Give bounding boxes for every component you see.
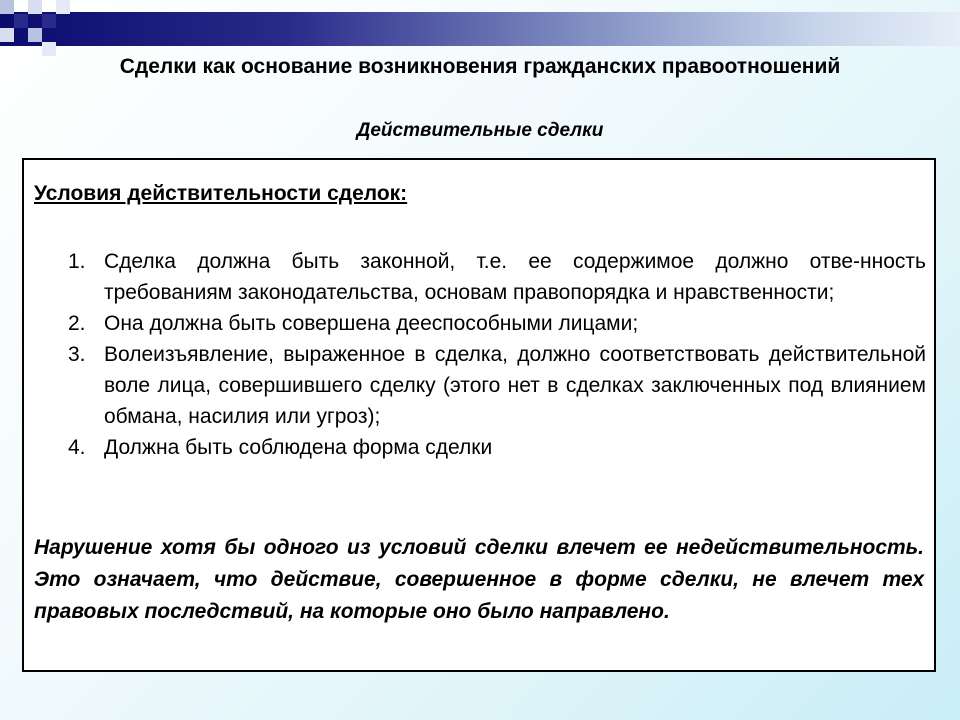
page-subtitle: Действительные сделки [356,120,604,141]
decor-square [28,0,42,14]
list-item-text: Волеизъявление, выраженное в сделка, должно соответствовать действительной воле лица, совершившего сделку (этого нет в сделках заключенных под влиянием обмана, насилия или угроз); [104,343,926,428]
list-number: 2. [68,312,86,335]
list-number: 4. [68,436,86,459]
decor-square [14,14,28,28]
conditions-heading: Условия действительности сделок: [34,182,408,205]
header-gradient-band [0,12,960,46]
list-item-text: Сделка должна быть законной, т.е. ее содержимое должно отве-нность требованиям законодательства, основам правопорядка и нравственности; [104,250,926,304]
decor-square [42,14,56,28]
list-item-text: Она должна быть совершена дееспособными лицами; [104,312,639,335]
conditions-list [68,246,926,463]
decor-square [28,28,42,42]
decor-square [42,42,56,56]
list-item [68,246,926,308]
decor-square [0,28,14,42]
list-number: 1. [68,250,86,273]
list-number: 3. [68,343,86,366]
list-item [68,308,926,339]
list-item [68,339,926,432]
decorative-squares [0,0,80,60]
decor-square [56,0,70,14]
decor-square [0,0,14,14]
conclusion-paragraph: Нарушение хотя бы одного из условий сделки влечет ее недействительность. Это означает, что действие, совершенное в форме сделки, не влечет тех правовых последствий, на которые оно было направлено. [34,536,924,623]
content-box [22,158,936,672]
page-title: Сделки как основание возникновения гражданских правоотношений [119,55,841,78]
list-item [68,432,926,463]
list-item-text: Должна быть соблюдена форма сделки [104,436,493,459]
